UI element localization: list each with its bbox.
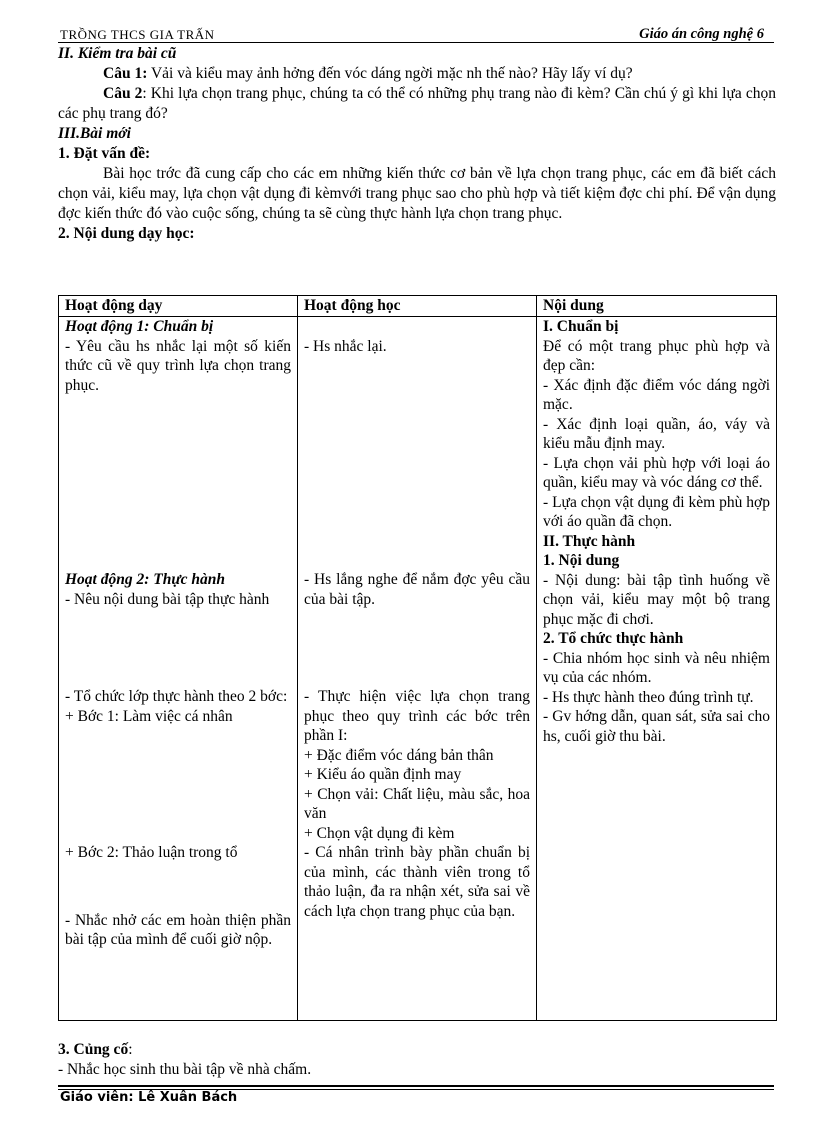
document-title: Giáo án công nghệ 6 — [639, 26, 764, 42]
learning-3-item-2: + Kiểu áo quần định may — [304, 766, 462, 783]
question-1-text: Vải và kiểu may ảnh hởng đến vóc dáng ngời mặc nh thế nào? Hãy lấy ví dụ? — [147, 65, 633, 82]
school-name: TRỒNG THCS GIA TRẤN — [60, 27, 215, 42]
spacer — [65, 609, 291, 687]
learning-3-item-4: + Chọn vật dụng đi kèm — [304, 824, 455, 842]
teaching-activities — [59, 317, 298, 1021]
header-teaching: Hoạt động dạy — [59, 296, 298, 317]
content-section-1-title: I. Chuẩn bị — [543, 318, 619, 335]
content-subsection-2: 2. Tổ chức thực hành — [543, 630, 684, 647]
spacer — [304, 356, 530, 570]
learning-1: - Hs nhắc lại. — [304, 337, 387, 355]
question-1 — [58, 64, 776, 84]
consolidation-title-text: 3. Củng cố — [58, 1041, 129, 1058]
learning-4: - Cá nhân trình bày phần chuẩn bị của mình, các thành viên trong tổ thảo luận, đa ra nhận xét, sửa sai về cách lựa chọn trang phục của bạn. — [304, 844, 530, 920]
content-subsection-2-item: - Hs thực hành theo đúng trình tự. — [543, 688, 754, 706]
content-section-1-item: - Xác định loại quần, áo, váy và kiểu mẫu định may. — [543, 415, 770, 452]
header-content: Nội dung — [537, 296, 777, 317]
question-1-label: Câu 1: — [103, 65, 148, 82]
activity-2-text: - Nêu nội dung bài tập thực hành — [65, 590, 270, 608]
content-section-2-title: II. Thực hành — [543, 532, 636, 550]
remind-text: - Nhắc nhở các em hoàn thiện phần bài tập của mình để cuối giờ nộp. — [65, 911, 291, 948]
learning-3: - Thực hiện việc lựa chọn trang phục theo quy trình các bớc trên phần I: — [304, 688, 530, 744]
content-section-1-item: - Lựa chọn vải phù hợp với loại áo quần, kiểu may và vóc dáng cơ thể. — [543, 454, 770, 491]
content-subsection-2-item: - Gv hớng dẫn, quan sát, sửa sai cho hs, cuối giờ thu bài. — [543, 708, 770, 745]
consolidation-title — [58, 1040, 776, 1060]
section-title-new-lesson: III.Bài mới — [58, 125, 131, 142]
activity-1-text: - Yêu cầu hs nhắc lại một số kiến thức cũ về quy trình lựa chọn trang phục. — [65, 337, 291, 394]
header-rule — [58, 42, 774, 43]
consolidation-section — [58, 1040, 776, 1080]
section-title-review: II. Kiểm tra bài cũ — [58, 45, 177, 62]
learning-3-item-1: + Đặc điểm vóc dáng bản thân — [304, 746, 494, 764]
organize-text: - Tổ chức lớp thực hành theo 2 bớc: — [65, 688, 288, 705]
header-learning: Hoạt động học — [298, 296, 537, 317]
learning-3-item-3: + Chọn vải: Chất liệu, màu sắc, hoa văn — [304, 785, 530, 822]
subsection-problem: 1. Đặt vấn đề: — [58, 145, 151, 162]
activity-1-title: Hoạt động 1: Chuẩn bị — [65, 318, 214, 335]
teacher-name: Giáo viên: Lê Xuân Bách — [60, 1090, 238, 1105]
spacer — [304, 609, 530, 687]
subsection-content: 2. Nội dung dạy học: — [58, 225, 195, 242]
table-row — [59, 317, 777, 1021]
spacer — [65, 726, 291, 843]
content-column — [537, 317, 777, 1021]
footer-rule — [58, 1085, 774, 1087]
problem-paragraph: Bài học trớc đã cung cấp cho các em những kiến thức cơ bản về lựa chọn trang phục, các em đã biết cách chọn vải, kiểu may, lựa chọn vật dụng đi kèmvới trang phục sao cho phù hợp và tiết kiệm đợc chi phí. Để vận dụng đợc kiến thức đó vào cuộc sống, chúng ta sẽ cùng thực hành lựa chọn trang phục. — [58, 165, 776, 222]
spacer — [304, 317, 530, 337]
content-section-1-item: - Lựa chọn vật dụng đi kèm phù hợp với áo quần đã chọn. — [543, 493, 770, 530]
lesson-table — [58, 295, 777, 1021]
question-2 — [58, 84, 776, 124]
content-subsection-1-text: - Nội dung: bài tập tình huống về chọn vải, kiểu may một bộ trang phục mặc đi chơi. — [543, 571, 770, 628]
intro-content — [58, 44, 776, 244]
question-2-label: Câu 2 — [103, 85, 143, 102]
spacer — [65, 395, 291, 570]
table-header-row — [59, 296, 777, 317]
step-1-text: + Bớc 1: Làm việc cá nhân — [65, 707, 233, 725]
learning-2: - Hs lắng nghe để nắm đợc yêu cầu của bài tập. — [304, 571, 530, 608]
spacer — [65, 863, 291, 911]
question-2-text: : Khi lựa chọn trang phục, chúng ta có thể có những phụ trang nào đi kèm? Cần chú ý gì khi lựa chọn các phụ trang đó? — [58, 85, 776, 122]
step-2-text: + Bớc 2: Thảo luận trong tổ — [65, 844, 238, 861]
learning-activities — [298, 317, 537, 1021]
activity-2-title: Hoạt động 2: Thực hành — [65, 571, 226, 588]
content-subsection-1: 1. Nội dung — [543, 552, 620, 569]
consolidation-colon: : — [128, 1041, 133, 1058]
content-section-1-item: - Xác định đặc điểm vóc dáng ngời mặc. — [543, 376, 770, 413]
content-section-1-intro: Để có một trang phục phù hợp và đẹp cần: — [543, 337, 770, 374]
consolidation-text: - Nhắc học sinh thu bài tập về nhà chấm. — [58, 1061, 312, 1078]
content-subsection-2-item: - Chia nhóm học sinh và nêu nhiệm vụ của các nhóm. — [543, 649, 770, 686]
